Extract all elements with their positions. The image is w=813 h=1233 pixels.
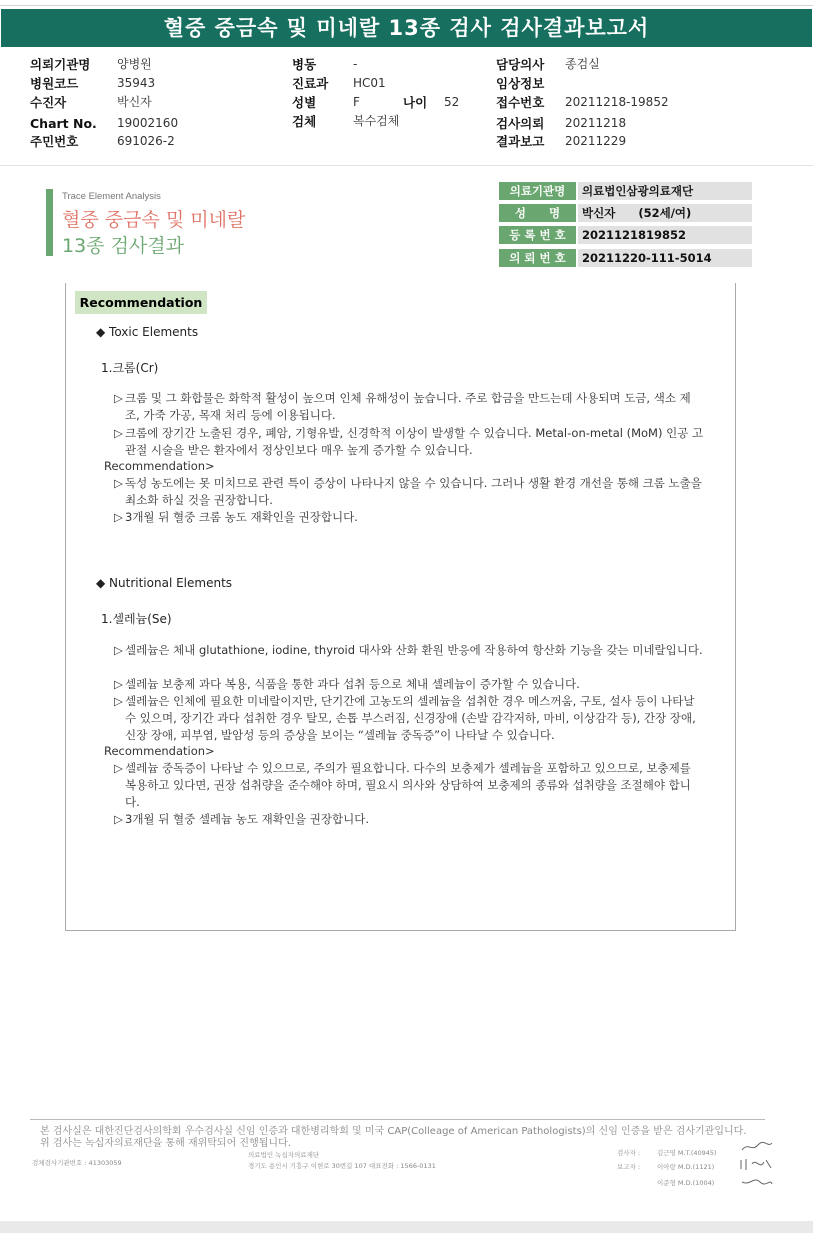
value-result-report: 20211229 [565, 134, 627, 148]
bottom-strip [0, 1221, 813, 1233]
list-item [114, 811, 705, 828]
value-test-request: 20211218 [565, 116, 627, 130]
title-accent-bar [46, 189, 53, 256]
footer-staff-role: 검사자 : [617, 1149, 641, 1157]
value-chart-no: 19002160 [117, 116, 179, 130]
footer-org-number: 검체검사기관번호 : 41303059 [32, 1159, 122, 1167]
kv-key: 의료기관명 [499, 182, 576, 200]
footer-referral-note: 위 검사는 녹십자의료재단을 통해 재위탁되어 진행됩니다. [40, 1138, 291, 1149]
footer-org-name: 의료법인 녹십자의료재단 [248, 1151, 320, 1159]
report-title-line2: 13종 검사결과 [62, 235, 184, 257]
bullet-text: 셀레늄 보충제 과다 복용, 식품을 통한 과다 섭취 등으로 체내 셀레늄이 증가할 수 있습니다. [125, 677, 580, 691]
list-item [114, 642, 705, 659]
bullet-text: 셀레늄은 체내 glutathione, iodine, thyroid 대사와 산화 환원 반응에 작용하여 항산화 기능을 갖는 미네랄입니다. [125, 643, 703, 657]
report-title-line1: 혈중 중금속 및 미네랄 [62, 209, 246, 231]
kv-key: 등 록 번 호 [499, 226, 576, 244]
bullet-marker: ▷ [114, 476, 123, 490]
list-item [114, 509, 705, 526]
section-toxic-title: ◆ Toxic Elements [96, 325, 199, 339]
bullet-text: 셀레늄 중독증이 나타날 수 있으므로, 주의가 필요합니다. 다수의 보충제가 셀레늄을 포함하고 있으므로, 보충제를 복용하고 있다면, 권장 섭취량을 준수해야 하며, 필요시 의사와 상담하여 보충제의 종류와 섭취량을 조절해야 합니다. [125, 761, 691, 809]
bullet-marker: ▷ [114, 761, 123, 775]
kv-value: 2021121819852 [578, 226, 752, 244]
value-sex: F [353, 95, 360, 109]
label-result-report: 결과보고 [496, 134, 545, 149]
list-item [114, 676, 705, 693]
signature-2-icon [738, 1156, 774, 1172]
list-item [114, 760, 705, 811]
kv-institution [499, 182, 752, 200]
bullet-marker: ▷ [114, 643, 123, 657]
element-selenium: 1.셀레늄(Se) [101, 612, 172, 626]
value-age: 52 [444, 95, 460, 109]
value-resident-no: 691026-2 [117, 134, 175, 148]
bullet-text: 크롬에 장기간 노출된 경우, 폐암, 기형유발, 신경학적 이상이 발생할 수 있습니다. Metal-on-metal (MoM) 인공 고관절 시술을 받은 환자에서 정상인보다 매우 높게 증가할 수 있습니다. [125, 426, 704, 457]
kv-request-no [499, 249, 752, 267]
list-item [114, 390, 705, 424]
label-chart-no: Chart No. [30, 116, 97, 131]
bullet-marker: ▷ [114, 677, 123, 691]
list-item [114, 693, 705, 744]
footer-divider [30, 1119, 765, 1120]
bullet-text: 크롬 및 그 화합물은 화학적 활성이 높으며 인체 유해성이 높습니다. 주로 합금을 만드는데 사용되며 도금, 색소 제조, 가죽 가공, 목재 처리 등에 이용됩니다. [125, 391, 691, 422]
label-clinical-info: 임상정보 [496, 76, 545, 91]
label-resident-no: 주민번호 [30, 134, 79, 149]
recommendation-label: Recommendation> [104, 744, 215, 758]
label-requesting-org: 의뢰기관명 [30, 57, 91, 72]
label-age: 나이 [403, 95, 428, 110]
signature-3-icon [740, 1174, 774, 1188]
recommendation-heading: Recommendation [75, 291, 207, 314]
report-title: 혈중 중금속 및 미네랄 13종 검사 검사결과보고서 [1, 9, 812, 47]
label-doctor: 담당의사 [496, 57, 545, 72]
kv-value: 의료법인삼광의료재단 [578, 182, 752, 200]
patient-info [0, 55, 813, 150]
label-sex: 성별 [292, 95, 317, 110]
kv-key: 성 명 [499, 204, 576, 222]
value-doctor: 종검실 [565, 57, 600, 71]
kv-key: 의 뢰 번 호 [499, 249, 576, 267]
label-specimen: 검체 [292, 114, 317, 129]
recommendation-box [65, 283, 736, 931]
value-department: HC01 [353, 76, 386, 90]
value-specimen: 복수검체 [353, 114, 400, 128]
element-chromium: 1.크롬(Cr) [101, 361, 159, 375]
kv-registration [499, 226, 752, 244]
bullet-marker: ▷ [114, 426, 123, 440]
label-ward: 병동 [292, 57, 317, 72]
bullet-marker: ▷ [114, 510, 123, 524]
bullet-text: 3개월 뒤 혈중 크롬 농도 재확인을 권장합니다. [125, 510, 358, 524]
value-ward: - [353, 57, 358, 71]
bullet-text: 독성 농도에는 못 미치므로 관련 특이 증상이 나타나지 않을 수 있습니다. 그러나 생활 환경 개선을 통해 크롬 노출을 최소화 하실 것을 권장합니다. [125, 476, 702, 507]
footer-accreditation: 본 검사실은 대한진단검사의학회 우수검사실 신임 인증과 대한병리학회 및 미국 CAP(Colleage of American Pathologists)의 신임 인증을 받은 검사기관입니다. [40, 1126, 747, 1137]
footer-staff-name: 이아랑 M.D.(1121) [657, 1163, 715, 1171]
bullet-text: 3개월 뒤 혈중 셀레늄 농도 재확인을 권장합니다. [125, 812, 369, 826]
value-patient: 박신자 [117, 95, 152, 109]
label-receipt-no: 접수번호 [496, 95, 545, 110]
bullet-marker: ▷ [114, 812, 123, 826]
bullet-marker: ▷ [114, 391, 123, 405]
top-strip [0, 0, 813, 6]
label-department: 진료과 [292, 76, 329, 91]
bullet-text: 셀레늄은 인체에 필요한 미네랄이지만, 단기간에 고농도의 셀레늄을 섭취한 경우 메스꺼움, 구토, 설사 등이 나타날 수 있으며, 장기간 과다 섭취한 경우 탈모, 손톱 부스러짐, 신경장애 (손발 감각저하, 마비, 이상감각 등), 간장 장애, 신장 장애, 피부염, 발암성 등의 증상을 보이는 “셀레늄 중독증”이 나타날 수 있습니다. [125, 694, 696, 742]
divider [0, 165, 813, 166]
recommendation-label: Recommendation> [104, 459, 215, 473]
value-receipt-no: 20211218-19852 [565, 95, 669, 109]
footer-staff-name: 김근영 M.T.(40945) [657, 1149, 717, 1157]
list-item [114, 425, 705, 459]
label-test-request: 검사의뢰 [496, 116, 545, 131]
footer-staff-role: 보고자 : [617, 1163, 641, 1171]
report-eng-title: Trace Element Analysis [62, 191, 161, 202]
label-hospital-code: 병원코드 [30, 76, 79, 91]
label-patient: 수진자 [30, 95, 67, 110]
section-nutritional-title: ◆ Nutritional Elements [96, 576, 233, 590]
value-hospital-code: 35943 [117, 76, 156, 90]
bullet-marker: ▷ [114, 694, 123, 708]
list-item [114, 475, 705, 509]
kv-value: 박신자 (52세/여) [578, 204, 752, 222]
value-requesting-org: 양병원 [117, 57, 152, 71]
kv-name [499, 204, 752, 222]
footer-org-address: 경기도 용인시 기흥구 이현로 30번길 107 대표전화 : 1566-0131 [248, 1162, 436, 1170]
footer-staff-name: 이준형 M.D.(1004) [657, 1179, 715, 1187]
kv-value: 20211220-111-5014 [578, 249, 752, 267]
signature-1-icon [740, 1140, 774, 1154]
